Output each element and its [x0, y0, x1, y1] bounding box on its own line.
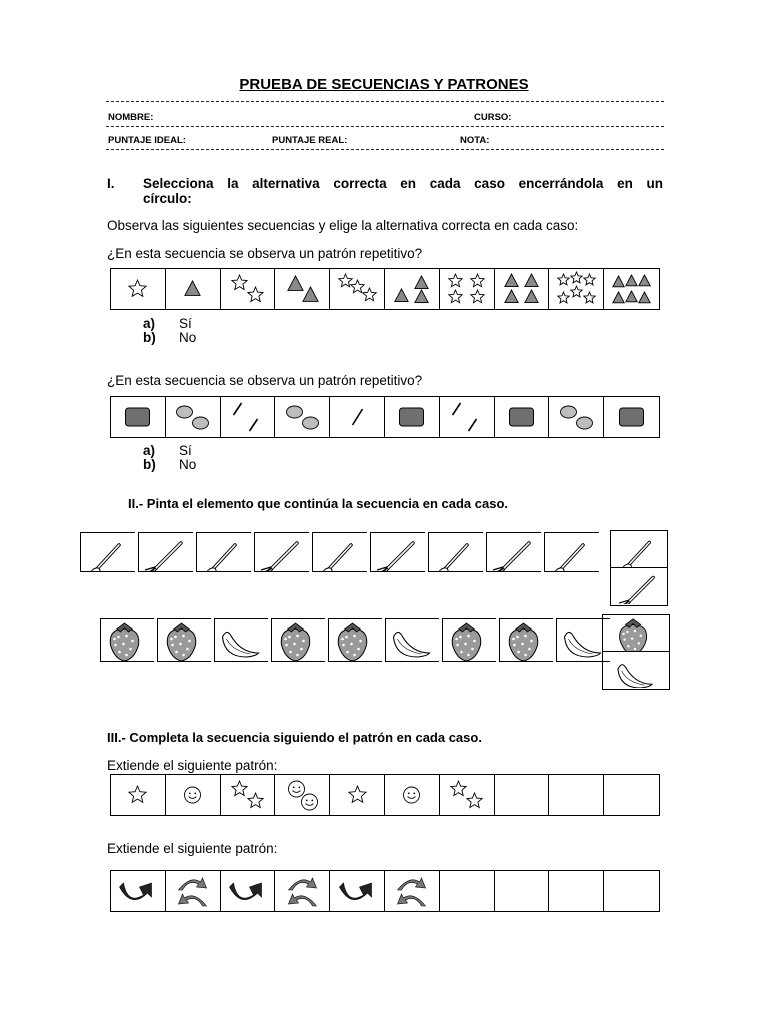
fork-icon [487, 533, 539, 571]
tri1-cell [166, 269, 221, 309]
tri3-icon [385, 269, 438, 309]
section2-heading: II.- Pinta el elemento que continúa la secuencia en cada caso. [128, 496, 509, 511]
star2-cell [440, 775, 495, 815]
arrow-up-icon [111, 871, 164, 911]
lines2-cell [440, 397, 495, 437]
tri6-icon [605, 269, 658, 309]
banana-icon [557, 619, 608, 661]
star3-icon [331, 269, 384, 309]
arrows-pair-cell [385, 871, 440, 911]
banana-icon [215, 619, 266, 661]
star1-icon [111, 269, 164, 309]
arrows-pair-cell [275, 871, 330, 911]
ovals2-icon [276, 397, 329, 437]
line1-cell [330, 397, 385, 437]
arrow-up-cell [111, 871, 166, 911]
square-cell [111, 397, 166, 437]
section3-heading: III.- Completa la secuencia siguiendo el patrón en cada caso. [107, 730, 482, 745]
banana-item [385, 618, 439, 662]
option-b[interactable]: b) No [143, 457, 197, 472]
star1-cell [111, 775, 166, 815]
answer-banana[interactable] [602, 652, 670, 690]
lines2-icon [440, 397, 493, 437]
ovals2-cell [166, 397, 221, 437]
sequence-row-1 [110, 268, 660, 310]
arrows-pair-icon [385, 871, 438, 911]
star2-icon [440, 775, 493, 815]
prompt-1: Extiende el siguiente patrón: [107, 758, 278, 773]
spoon-item [312, 532, 367, 572]
answer-strawberry[interactable] [602, 614, 670, 652]
smile2-icon [276, 775, 329, 815]
spoon-icon [81, 533, 133, 571]
strawberry-item [442, 618, 496, 662]
option-b[interactable]: b) No [143, 330, 197, 345]
arrows-pair-icon [276, 871, 329, 911]
spoon-icon [545, 533, 597, 571]
fork-icon [139, 533, 191, 571]
answer-fork[interactable] [610, 568, 668, 606]
lines2-icon [221, 397, 274, 437]
empty-cell[interactable] [604, 871, 659, 911]
fork-item [370, 532, 425, 572]
divider [106, 149, 664, 150]
spoon-icon [197, 533, 249, 571]
spoon-icon [429, 533, 481, 571]
tri1-icon [166, 269, 219, 309]
fork-icon [371, 533, 423, 571]
star1-icon [111, 775, 164, 815]
arrow-up-cell [330, 871, 385, 911]
option-a[interactable]: a) Sí [143, 443, 192, 458]
strawberry-icon [329, 619, 380, 661]
arrow-up-cell [221, 871, 276, 911]
prompt-2: Extiende el siguiente patrón: [107, 841, 278, 856]
nombre-label: NOMBRE: [108, 112, 154, 123]
banana-icon [603, 652, 667, 688]
spoon-icon [611, 531, 665, 567]
section1-intro: Observa las siguientes secuencias y elige la alternativa correcta en cada caso: [107, 218, 579, 233]
tri4-cell [495, 269, 550, 309]
empty-cell[interactable] [604, 775, 659, 815]
strawberry-icon [272, 619, 323, 661]
question-2: ¿En esta secuencia se observa un patrón repetitivo? [107, 373, 423, 388]
star4-icon [440, 269, 493, 309]
star1-cell [330, 775, 385, 815]
star6-cell [549, 269, 604, 309]
arrow-up-icon [331, 871, 384, 911]
empty-cell[interactable] [495, 775, 550, 815]
spoon-item [544, 532, 599, 572]
fork-icon [611, 568, 665, 604]
section1-heading: Selecciona la alternativa correcta en cada caso encerrándola en un [143, 176, 663, 191]
star2-icon [221, 269, 274, 309]
fork-icon [255, 533, 307, 571]
sequence-row-2 [110, 396, 660, 438]
option-a[interactable]: a) Sí [143, 316, 192, 331]
tri2-icon [276, 269, 329, 309]
ovals2-icon [550, 397, 603, 437]
nota-label: NOTA: [460, 135, 490, 146]
page-title: PRUEBA DE SECUENCIAS Y PATRONES [239, 76, 529, 93]
square-icon [111, 397, 164, 437]
spoon-item [428, 532, 483, 572]
section1-number: I. [107, 176, 115, 191]
square-cell [604, 397, 659, 437]
banana-item [214, 618, 268, 662]
strawberry-item [100, 618, 154, 662]
ovals2-cell [549, 397, 604, 437]
spoon-icon [313, 533, 365, 571]
smile1-cell [385, 775, 440, 815]
square-icon [495, 397, 548, 437]
fork-item [486, 532, 541, 572]
ovals2-cell [275, 397, 330, 437]
square-icon [385, 397, 438, 437]
ovals2-icon [166, 397, 219, 437]
strawberry-icon [603, 615, 667, 651]
line1-icon [331, 397, 384, 437]
spoon-item [80, 532, 135, 572]
fork-item [138, 532, 193, 572]
strawberry-icon [443, 619, 494, 661]
strawberry-item [157, 618, 211, 662]
smile1-icon [166, 775, 219, 815]
square-cell [495, 397, 550, 437]
tri6-cell [604, 269, 659, 309]
tri4-icon [495, 269, 548, 309]
answer-spoon[interactable] [610, 530, 668, 568]
square-cell [385, 397, 440, 437]
tri2-cell [275, 269, 330, 309]
empty-cell[interactable] [549, 775, 604, 815]
fork-item [254, 532, 309, 572]
empty-cell[interactable] [549, 871, 604, 911]
lines2-cell [221, 397, 276, 437]
banana-icon [386, 619, 437, 661]
pattern-row-2 [110, 870, 660, 912]
star2-cell [221, 269, 276, 309]
strawberry-icon [101, 619, 152, 661]
arrow-up-icon [221, 871, 274, 911]
strawberry-item [328, 618, 382, 662]
strawberry-item [499, 618, 553, 662]
empty-cell[interactable] [440, 871, 495, 911]
pattern-row-1 [110, 774, 660, 816]
section1-heading-line2: círculo: [143, 191, 192, 206]
strawberry-icon [500, 619, 551, 661]
star2-icon [221, 775, 274, 815]
arrows-pair-cell [166, 871, 221, 911]
star3-cell [330, 269, 385, 309]
arrows-pair-icon [166, 871, 219, 911]
smile2-cell [275, 775, 330, 815]
star6-icon [550, 269, 603, 309]
divider [106, 101, 664, 102]
smile1-icon [385, 775, 438, 815]
empty-cell[interactable] [495, 871, 550, 911]
strawberry-icon [158, 619, 209, 661]
square-icon [605, 397, 658, 437]
puntaje-ideal-label: PUNTAJE IDEAL: [108, 135, 186, 146]
strawberry-item [271, 618, 325, 662]
divider [106, 126, 664, 127]
spoon-item [196, 532, 251, 572]
smile1-cell [166, 775, 221, 815]
star2-cell [221, 775, 276, 815]
star4-cell [440, 269, 495, 309]
question-1: ¿En esta secuencia se observa un patrón repetitivo? [107, 246, 423, 261]
star1-cell [111, 269, 166, 309]
curso-label: CURSO: [474, 112, 512, 123]
star1-icon [331, 775, 384, 815]
tri3-cell [385, 269, 440, 309]
puntaje-real-label: PUNTAJE REAL: [272, 135, 348, 146]
